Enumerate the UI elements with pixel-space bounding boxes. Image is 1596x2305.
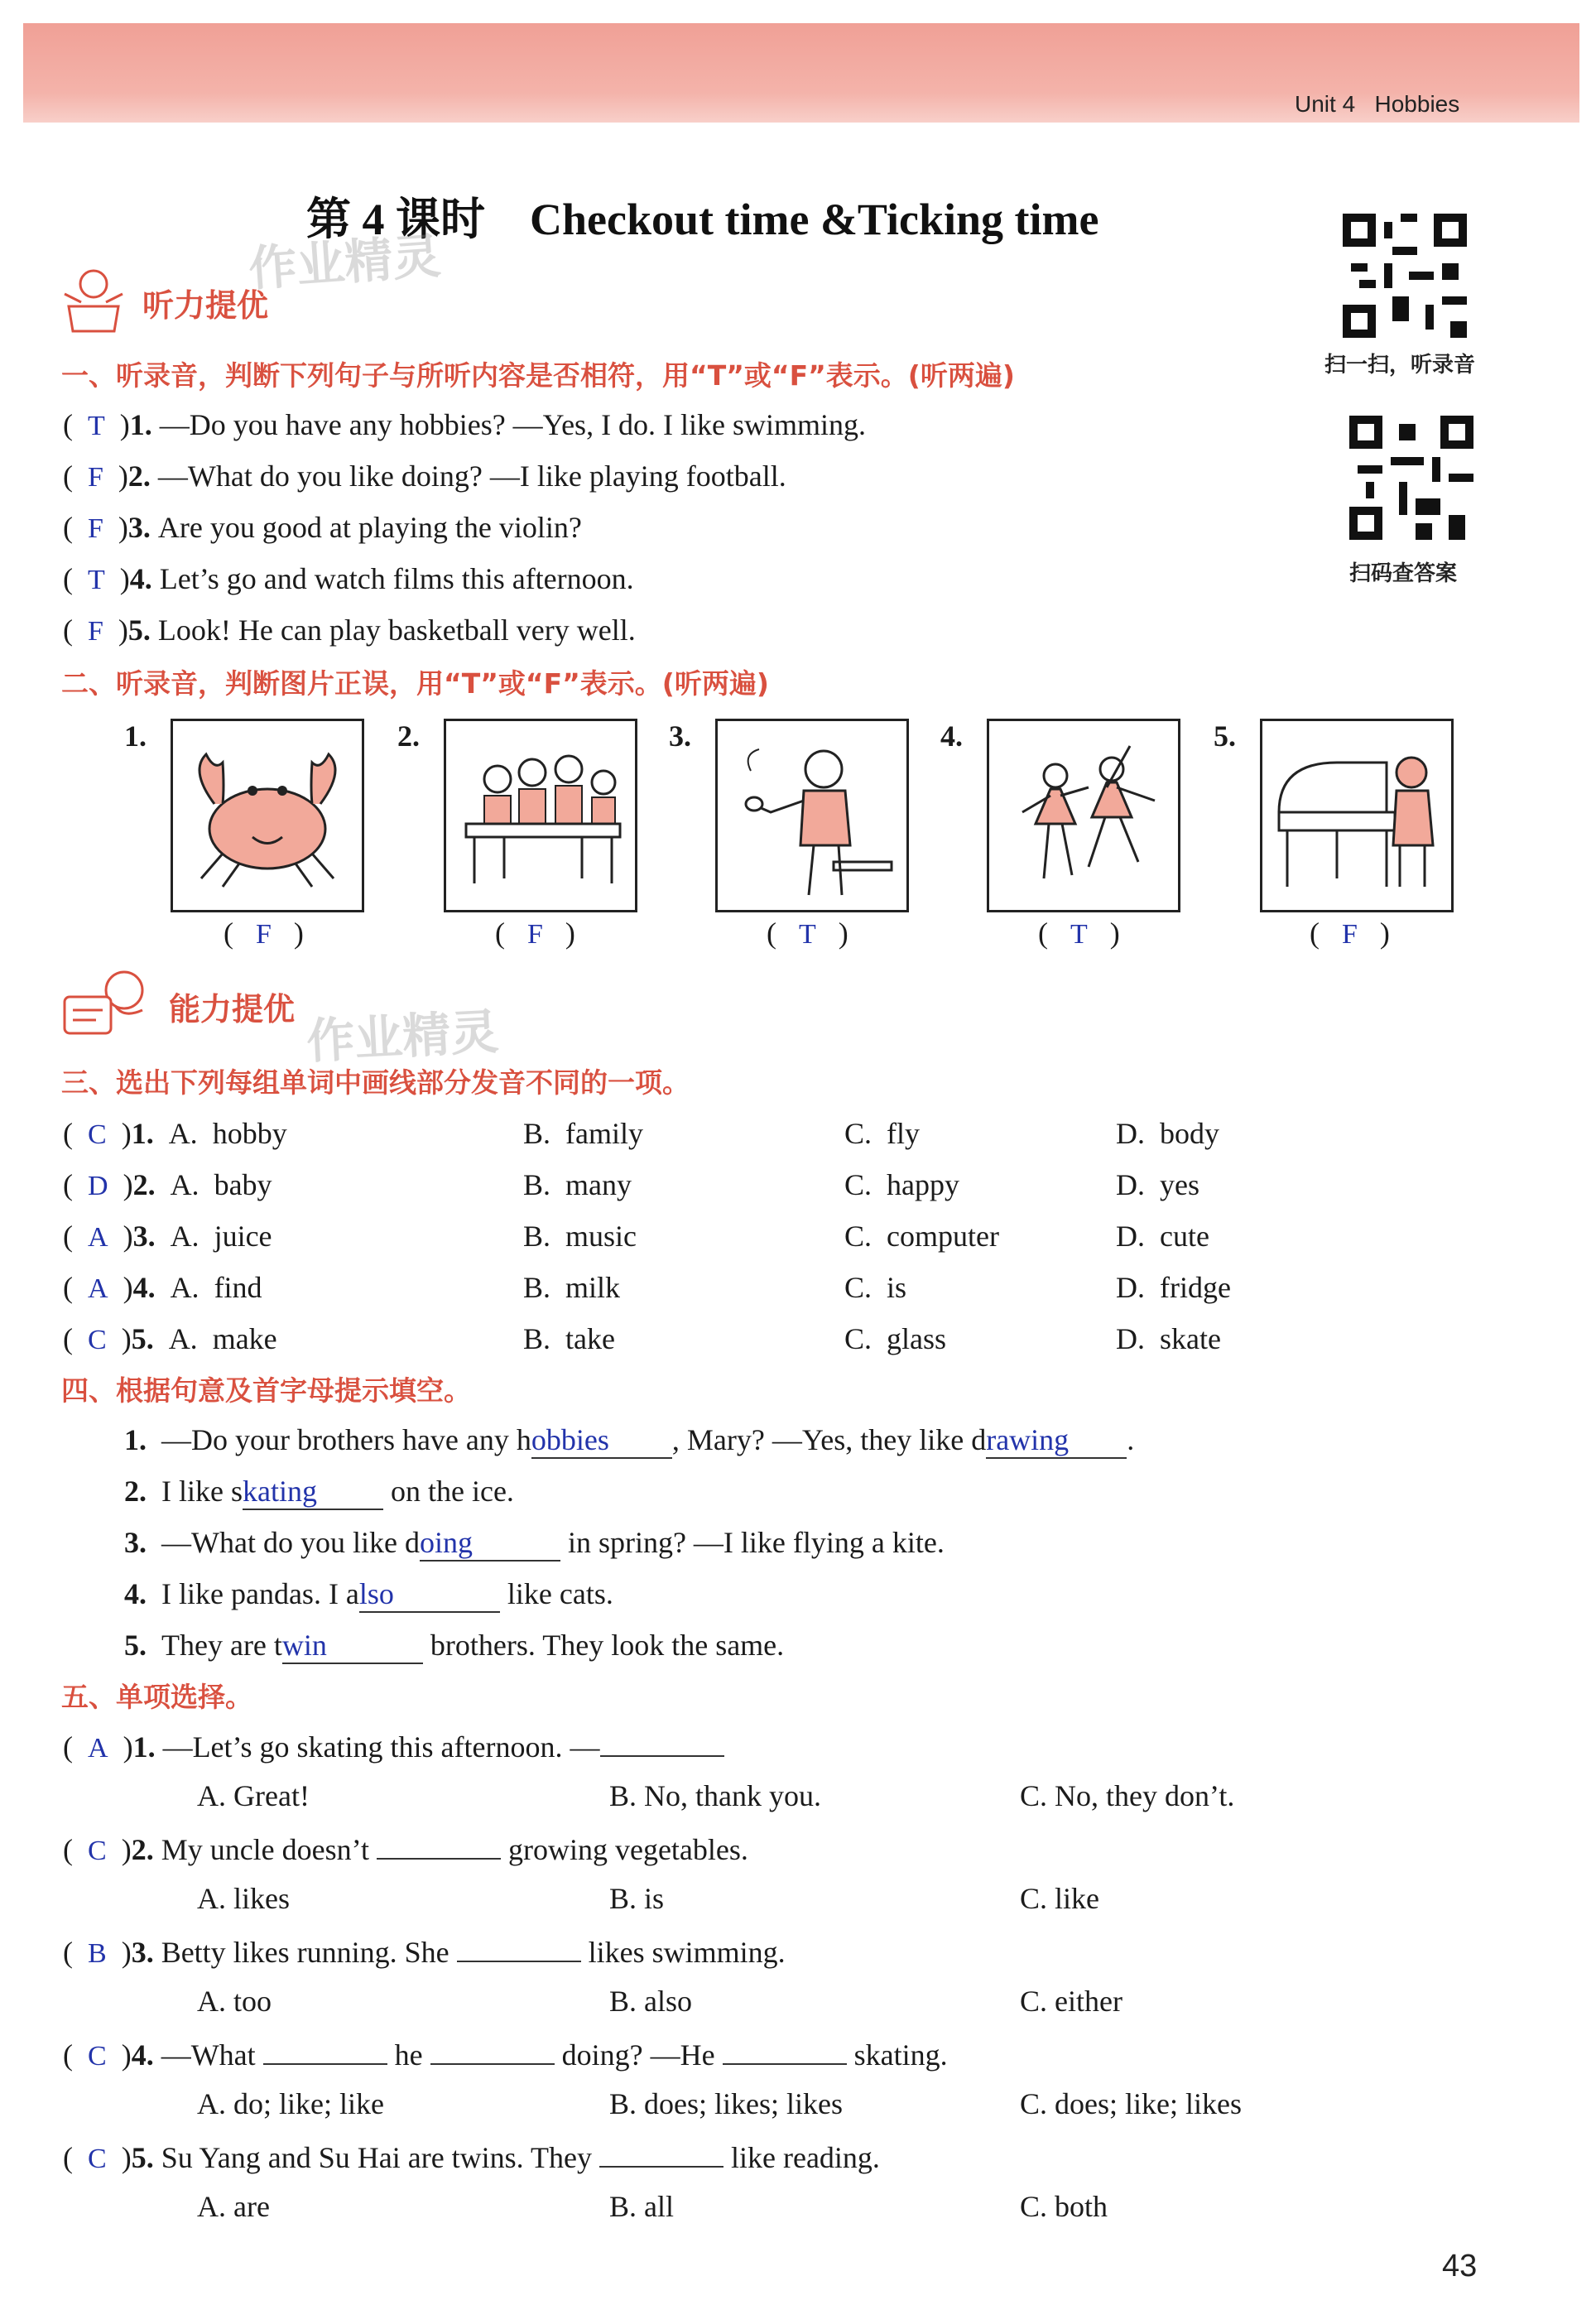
picture-answer: ( T ) xyxy=(1038,917,1120,950)
part5-option-c: C. like xyxy=(1020,1882,1099,1915)
part5-question: ( A )1. —Let’s go skating this afternoon. — xyxy=(63,1727,724,1764)
section-title-ability: 能力提优 xyxy=(169,991,296,1027)
qr-code-listen[interactable] xyxy=(1343,214,1467,338)
unit-label: Unit 4 Hobbies xyxy=(1295,91,1460,117)
part3-option-b: B. family xyxy=(523,1117,643,1150)
part1-item: ( T )4. Let’s go and watch films this afternoon. xyxy=(63,562,634,595)
girl-piano-picture xyxy=(1260,719,1454,912)
picture-number: 1. xyxy=(124,719,147,753)
part5-option-a: A. likes xyxy=(197,1882,290,1915)
answer: T xyxy=(88,565,105,595)
part4-sentence: 5. They are twin brothers. They look the same. xyxy=(124,1628,784,1664)
picture-number: 4. xyxy=(940,719,963,753)
part3-option-d: D. cute xyxy=(1116,1220,1209,1253)
part5-option-a: A. Great! xyxy=(197,1779,310,1812)
part5-option-a: A. are xyxy=(197,2190,270,2223)
answer: F xyxy=(88,513,103,544)
ability-section-icon xyxy=(58,960,157,1043)
part5-option-b: B. also xyxy=(609,1985,693,2018)
part1-item: ( T )1. —Do you have any hobbies? —Yes, I do. I like swimming. xyxy=(63,408,867,441)
answer-blank[interactable] xyxy=(377,1830,501,1860)
part4-sentence: 3. —What do you like doing in spring? —I like flying a kite. xyxy=(124,1525,945,1562)
part4-sentence: 2. I like skating on the ice. xyxy=(124,1474,514,1510)
part5-option-b: B. all xyxy=(609,2190,674,2223)
part5-option-c: C. either xyxy=(1020,1985,1122,2018)
part3-option-c: C. is xyxy=(844,1271,907,1304)
answer-blank[interactable]: lso xyxy=(359,1576,500,1613)
part2-heading: 二、听录音，判断图片正误，用“T”或“F”表示。(听两遍) xyxy=(61,667,769,700)
part3-item: ( A )4. A. find xyxy=(63,1271,262,1304)
part3-option-c: C. fly xyxy=(844,1117,921,1150)
part3-item: ( A )3. A. juice xyxy=(63,1220,272,1253)
girls-dancing-picture xyxy=(987,719,1180,912)
answer-blank[interactable] xyxy=(430,2035,555,2065)
answer-blank[interactable] xyxy=(457,1932,581,1962)
part5-option-a: A. too xyxy=(197,1985,272,2018)
picture-number: 5. xyxy=(1214,719,1236,753)
answer-blank[interactable] xyxy=(599,2138,723,2168)
part1-item: ( F )3. Are you good at playing the violin? xyxy=(63,511,582,544)
part3-option-b: B. music xyxy=(523,1220,637,1253)
part3-option-b: B. take xyxy=(523,1322,615,1355)
picture-answer: ( F ) xyxy=(1310,917,1390,950)
part5-question: ( C )5. Su Yang and Su Hai are twins. They like reading. xyxy=(63,2138,880,2175)
qr-caption-listen: 扫一扫，听录音 xyxy=(1324,353,1476,378)
answer-blank[interactable] xyxy=(723,2035,847,2065)
watermark: 作业精灵 xyxy=(305,1003,500,1071)
section-title-listening: 听力提优 xyxy=(142,287,269,324)
answer: T xyxy=(88,411,105,441)
part1-item: ( F )2. —What do you like doing? —I like playing football. xyxy=(63,460,786,493)
part3-option-b: B. many xyxy=(523,1168,632,1201)
boy-table-tennis-picture xyxy=(715,719,909,912)
part3-option-c: C. happy xyxy=(844,1168,959,1201)
part5-option-b: B. is xyxy=(609,1882,665,1915)
part5-option-c: C. does; like; likes xyxy=(1020,2087,1242,2120)
part3-option-b: B. milk xyxy=(523,1271,621,1304)
part1-item: ( F )5. Look! He can play basketball very well. xyxy=(63,614,636,647)
answer-blank[interactable]: obbies xyxy=(531,1422,672,1459)
part5-option-c: C. both xyxy=(1020,2190,1108,2223)
part3-option-c: C. computer xyxy=(844,1220,999,1253)
family-at-table-picture xyxy=(444,719,637,912)
picture-number: 2. xyxy=(397,719,420,753)
answer-blank[interactable]: rawing xyxy=(986,1422,1127,1459)
answer-blank[interactable]: oing xyxy=(420,1525,560,1562)
part5-question: ( C )2. My uncle doesn’t growing vegetables. xyxy=(63,1830,748,1867)
part3-option-d: D. body xyxy=(1116,1117,1219,1150)
part3-heading: 三、选出下列每组单词中画线部分发音不同的一项。 xyxy=(61,1066,690,1099)
crab-picture xyxy=(171,719,364,912)
part5-question: ( C )4. —What he doing? —He skating. xyxy=(63,2035,948,2072)
part3-option-d: D. fridge xyxy=(1116,1271,1231,1304)
part3-option-c: C. glass xyxy=(844,1322,947,1355)
qr-caption-answers: 扫码查答案 xyxy=(1349,561,1458,586)
part3-option-d: D. yes xyxy=(1116,1168,1199,1201)
picture-number: 3. xyxy=(669,719,691,753)
part5-question: ( B )3. Betty likes running. She likes swimming. xyxy=(63,1932,786,1970)
part3-item: ( D )2. A. baby xyxy=(63,1168,272,1201)
part5-option-b: B. does; likes; likes xyxy=(609,2087,843,2120)
picture-answer: ( F ) xyxy=(495,917,575,950)
qr-code-answers[interactable] xyxy=(1349,416,1473,540)
picture-answer: ( T ) xyxy=(767,917,848,950)
part4-heading: 四、根据句意及首字母提示填空。 xyxy=(61,1374,471,1407)
part4-sentence: 1. —Do your brothers have any hobbies , Mary? —Yes, they like drawing . xyxy=(124,1422,1134,1459)
part5-heading: 五、单项选择。 xyxy=(61,1681,252,1713)
page-number: 43 xyxy=(1442,2249,1478,2283)
part5-option-c: C. No, they don’t. xyxy=(1020,1779,1235,1812)
answer-blank[interactable] xyxy=(263,2035,387,2065)
answer-blank[interactable] xyxy=(600,1727,724,1757)
part3-item: ( C )1. A. hobby xyxy=(63,1117,287,1150)
part3-item: ( C )5. A. make xyxy=(63,1322,277,1355)
picture-answer: ( F ) xyxy=(224,917,304,950)
answer-blank[interactable]: win xyxy=(282,1628,423,1664)
page-title: 第 4 课时 Checkout time &Ticking time xyxy=(306,195,1099,244)
answer-blank[interactable]: kating xyxy=(243,1474,383,1510)
answer: F xyxy=(88,462,103,493)
part3-option-d: D. skate xyxy=(1116,1322,1221,1355)
part1-heading: 一、听录音，判断下列句子与所听内容是否相符，用“T”或“F”表示。(听两遍) xyxy=(61,359,1015,392)
watermark: 作业精灵 xyxy=(247,227,443,297)
part5-option-a: A. do; like; like xyxy=(197,2087,384,2120)
listening-section-icon xyxy=(56,261,135,335)
part4-sentence: 4. I like pandas. I also like cats. xyxy=(124,1576,613,1613)
answer: F xyxy=(88,616,103,647)
part5-option-b: B. No, thank you. xyxy=(609,1779,821,1812)
